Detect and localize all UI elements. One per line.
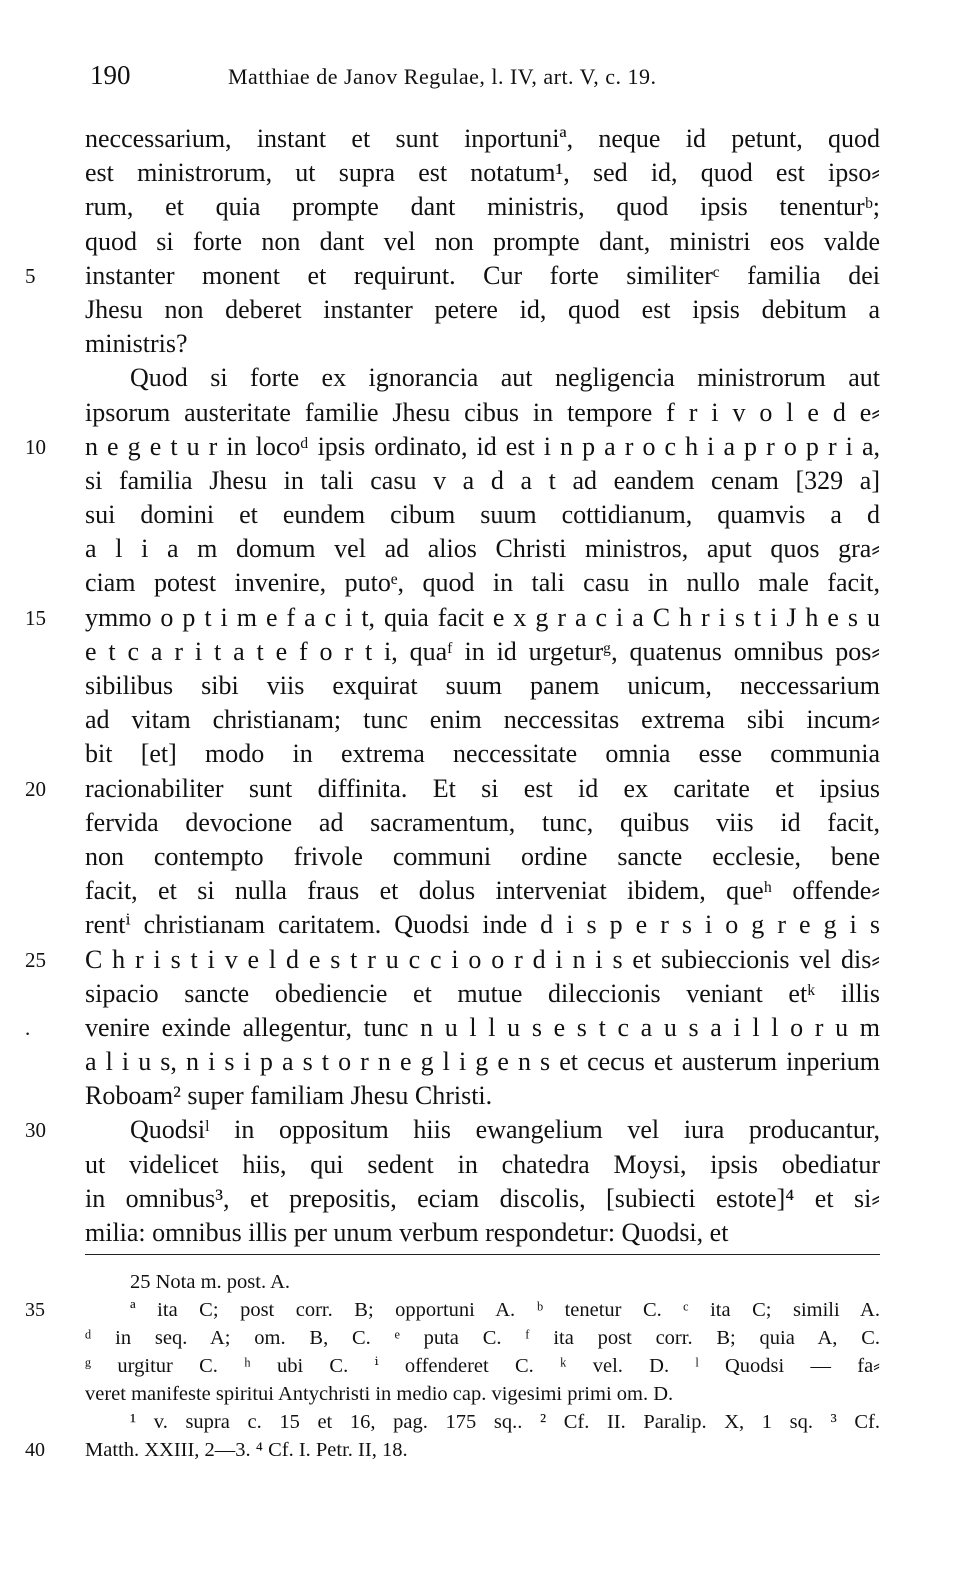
note-text: ᵈ in seq. A; om. B, C. ᵉ puta C. ᶠ ita post corr. B; quia A, C.	[85, 1327, 880, 1349]
text-line	[85, 498, 880, 532]
text-line	[85, 225, 880, 259]
text-line	[85, 669, 880, 703]
main-text	[25, 122, 880, 1250]
text-line	[85, 703, 880, 737]
line-text: Roboam² super familiam Jhesu Christi.	[85, 1081, 493, 1111]
line-text: ad vitam christianam; tunc enim neccessitas extrema sibi incum⸗	[85, 705, 880, 735]
line-text: racionabiliter sunt diffinita. Et si est id ex caritate et ipsius	[85, 773, 880, 803]
text-line	[85, 122, 880, 156]
text-line	[85, 635, 880, 669]
text-line	[85, 327, 880, 361]
line-text: quod si forte non dant vel non prompte dant, ministri eos valde	[85, 226, 880, 256]
text-line	[85, 190, 880, 224]
text-line	[25, 772, 880, 806]
line-number: 5	[25, 263, 36, 288]
text-line	[85, 1079, 880, 1113]
text-line	[85, 1148, 880, 1182]
footnote-rule	[85, 1254, 880, 1255]
line-text: instanter monent et requirunt. Cur forte similiterᶜ familia dei	[85, 260, 880, 290]
line-text: venire exinde allegentur, tunc n u l l u s e s t c a u s a i l l o r u m	[85, 1012, 880, 1042]
note-line	[25, 1436, 880, 1464]
line-text: ministris?	[85, 329, 188, 359]
text-line	[85, 908, 880, 942]
line-text: sibilibus sibi viis exquirat suum panem unicum, neccessarium	[85, 671, 880, 700]
line-number: 30	[25, 1118, 46, 1143]
page-header	[90, 60, 880, 100]
line-text: ciam potest invenire, putoᵉ, quod in tali casu in nullo male facit,	[85, 568, 880, 598]
line-text: bit [et] modo in extrema neccessitate omnia esse communia	[85, 739, 880, 769]
text-line	[25, 1011, 880, 1045]
text-line	[85, 1216, 880, 1250]
apparatus-notes	[25, 1268, 880, 1464]
note-text: veret manifeste spiritui Antychristi in medio cap. vigesimi primi om. D.	[85, 1383, 674, 1405]
note-line	[85, 1380, 880, 1408]
page-number: 190	[90, 60, 131, 90]
text-line	[85, 396, 880, 430]
line-number: 40	[25, 1439, 45, 1461]
line-text: Jhesu non deberet instanter petere id, quod est ipsis debitum a	[85, 294, 880, 324]
line-number: 10	[25, 434, 46, 459]
text-line	[85, 977, 880, 1011]
line-text: facit, et si nulla fraus et dolus interveniat ibidem, queʰ offende⸗	[85, 876, 880, 906]
running-title: Matthiae de Janov Regulae, l. IV, art. V, c. 19.	[228, 64, 657, 89]
line-text: si familia Jhesu in tali casu v a d a t ad eandem cenam [329 a]	[85, 465, 880, 495]
line-number: 20	[25, 776, 46, 801]
note-text: ¹ v. supra c. 15 et 16, pag. 175 sq.. ² Cf. II. Paralip. X, 1 sq. ³ Cf.	[130, 1411, 880, 1433]
note-line	[85, 1352, 880, 1380]
line-number: 35	[25, 1299, 45, 1321]
line-text: ipsorum austeritate familie Jhesu cibus in tempore f r i v o l e d e⸗	[85, 397, 880, 427]
line-text: sui domini et eundem cibum suum cottidianum, quamvis a d	[85, 500, 880, 530]
line-number: 25	[25, 947, 46, 972]
text-line	[25, 1113, 880, 1147]
text-line	[25, 943, 880, 977]
text-line	[85, 840, 880, 874]
note-text: ᵍ urgitur C. ʰ ubi C. ⁱ offenderet C. ᵏ vel. D. ˡ Quodsi — fa⸗	[85, 1355, 880, 1377]
line-text: in omnibus³, et prepositis, eciam discolis, [subiecti estote]⁴ et si⸗	[85, 1183, 880, 1213]
note-line	[85, 1408, 880, 1436]
note-line	[85, 1268, 880, 1296]
line-text: Quodsiˡ in oppositum hiis ewangelium vel iura producantur,	[130, 1115, 880, 1145]
text-line	[85, 737, 880, 771]
line-text: non contempto frivole communi ordine sancte ecclesie, bene	[85, 841, 880, 871]
text-line	[85, 1045, 880, 1079]
text-line	[85, 361, 880, 395]
text-line	[85, 1182, 880, 1216]
line-text: Quod si forte ex ignorancia aut negligencia ministrorum aut	[130, 363, 880, 393]
line-text: est ministrorum, ut supra est notatum¹, sed id, quod est ipso⸗	[85, 158, 880, 188]
text-line	[85, 464, 880, 498]
line-text: a l i u s, n i s i p a s t o r n e g l i g e n s et cecus et austerum inperium	[85, 1047, 880, 1077]
line-text: a l i a m domum vel ad alios Christi ministros, aput quos gra⸗	[85, 534, 880, 564]
text-line	[85, 566, 880, 600]
line-number: .	[25, 1015, 31, 1040]
note-text: 25 Nota m. post. A.	[130, 1271, 291, 1293]
line-text: rum, et quia prompte dant ministris, quod ipsis tenenturᵇ;	[85, 192, 880, 222]
text-line	[85, 156, 880, 190]
text-line	[25, 259, 880, 293]
text-line	[25, 601, 880, 635]
note-text: Matth. XXIII, 2—3. ⁴ Cf. I. Petr. II, 18.	[85, 1439, 408, 1461]
text-line	[85, 806, 880, 840]
line-text: sipacio sancte obediencie et mutue dileccionis veniant etᵏ illis	[85, 978, 880, 1008]
text-line	[85, 532, 880, 566]
line-text: e t c a r i t a t e f o r t i, quaᶠ in id urgeturᵍ, quatenus omnibus pos⸗	[85, 636, 880, 666]
line-text: ymmo o p t i m e f a c i t, quia facit e x g r a c i a C h r i s t i J h e s u	[85, 602, 880, 632]
line-text: milia: omnibus illis per unum verbum respondetur: Quodsi, et	[85, 1218, 729, 1247]
line-number: 15	[25, 605, 46, 630]
text-line	[25, 430, 880, 464]
line-text: fervida devocione ad sacramentum, tunc, quibus viis id facit,	[85, 807, 880, 837]
line-text: neccessarium, instant et sunt inportuniª, neque id petunt, quod	[85, 124, 880, 153]
note-line	[25, 1296, 880, 1324]
line-text: C h r i s t i v e l d e s t r u c c i o o r d i n i s et subieccionis vel dis⸗	[85, 944, 880, 974]
note-text: ª ita C; post corr. B; opportuni A. ᵇ tenetur C. ᶜ ita C; simili A.	[130, 1299, 880, 1321]
text-line	[85, 293, 880, 327]
line-text: n e g e t u r in locoᵈ ipsis ordinato, id est i n p a r o c h i a p r o p r i a,	[85, 431, 880, 461]
text-line	[85, 874, 880, 908]
note-line	[85, 1324, 880, 1352]
line-text: rentⁱ christianam caritatem. Quodsi inde d i s p e r s i o g r e g i s	[85, 910, 880, 940]
line-text: ut videlicet hiis, qui sedent in chatedra Moysi, ipsis obediatur	[85, 1149, 880, 1179]
